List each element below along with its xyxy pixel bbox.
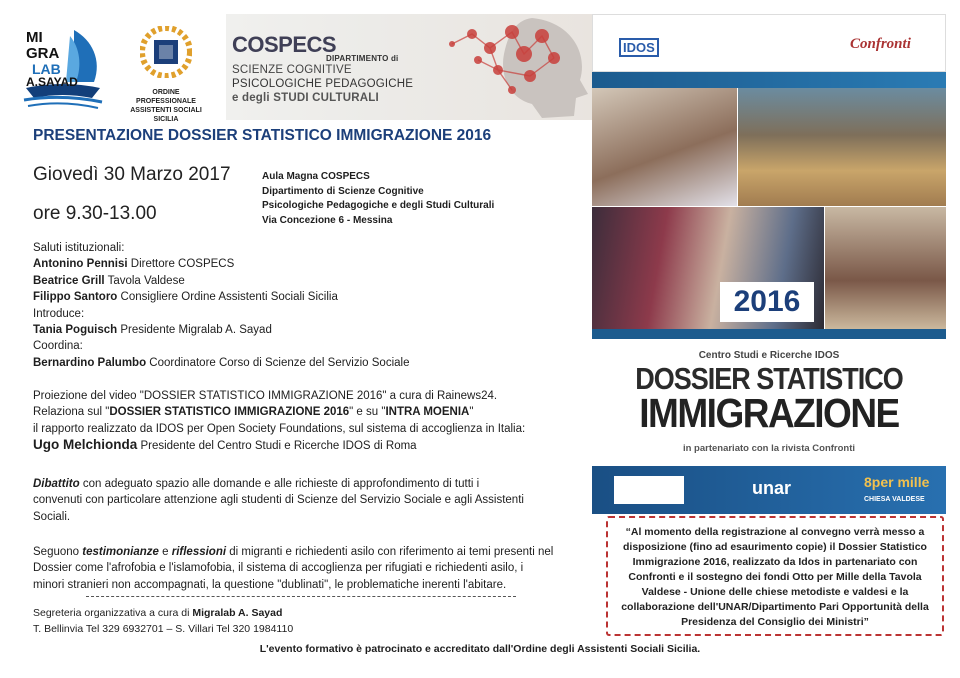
seguono-text: Dossier come l'afrofobia e l'islamofobia, il sistema di accoglienza per rifugiati e richiedenti asilo, i bbox=[33, 562, 524, 575]
cover-partner: in partenariato con la rivista Confronti bbox=[682, 443, 856, 454]
cospecs-dept-1: DIPARTIMENTO di bbox=[326, 54, 399, 63]
speaker-name: Bernardino Palumbo bbox=[33, 356, 147, 369]
text: " e su " bbox=[349, 406, 386, 419]
republic-emblem-icon bbox=[614, 476, 684, 504]
dibattito-text: Sociali. bbox=[33, 510, 71, 523]
intra-moenia-title: INTRA MOENIA bbox=[385, 406, 470, 419]
segreteria-label: Segreteria organizzativa a cura di bbox=[33, 607, 193, 619]
footer-note: L'evento formativo è patrocinato e accreditato dall'Ordine degli Assistenti Sociali Sicilia. bbox=[259, 643, 701, 655]
cover-year: 2016 bbox=[720, 282, 814, 322]
migralab-logo bbox=[22, 26, 104, 110]
unar-logo: unar bbox=[752, 478, 792, 498]
speaker-role: Presidente Migralab A. Sayad bbox=[117, 324, 272, 337]
venue-line: Aula Magna COSPECS bbox=[262, 171, 370, 182]
cover-photo-students bbox=[592, 88, 737, 206]
text: " bbox=[469, 406, 474, 419]
cover-title-line-1: DOSSIER STATISTICO bbox=[635, 362, 903, 396]
testimonianze-word: testimonianze bbox=[82, 546, 159, 558]
ordine-logo bbox=[116, 26, 216, 123]
event-venue bbox=[262, 170, 494, 228]
segreteria-contacts: T. Bellinvia Tel 329 6932701 – S. Villari Tel 320 1984110 bbox=[33, 623, 294, 635]
text: di migranti e richiedenti asilo con riferimento ai temi presenti nel bbox=[226, 546, 554, 558]
video-line-3: il rapporto realizzato da IDOS per Open Society Foundations, sul sistema di accoglienza in Italia: bbox=[33, 422, 526, 435]
introduce-label: Introduce: bbox=[33, 307, 85, 320]
speaker-role: Tavola Valdese bbox=[104, 274, 185, 287]
speaker-role: Coordinatore Corso di Scienze del Servizio Sociale bbox=[146, 356, 410, 369]
speaker-name: Filippo Santoro bbox=[33, 291, 118, 304]
cover-photo-lesson bbox=[825, 207, 946, 329]
riflessioni-word: riflessioni bbox=[171, 546, 227, 558]
cospecs-banner bbox=[226, 14, 592, 120]
cover-bar bbox=[592, 329, 946, 339]
video-line-1: Proiezione del video "DOSSIER STATISTICO IMMIGRAZIONE 2016" a cura di Rainews24. bbox=[33, 390, 498, 402]
venue-line: Via Concezione 6 - Messina bbox=[262, 214, 393, 226]
saluti-label: Saluti istituzionali: bbox=[33, 242, 125, 254]
cover-centro: Centro Studi e Ricerche IDOS bbox=[698, 350, 840, 361]
migralab-text-4: A.SAYAD bbox=[26, 75, 78, 89]
cover-photo-classroom bbox=[738, 88, 946, 206]
coordina-row bbox=[33, 355, 409, 371]
program-section bbox=[33, 240, 409, 371]
cospecs-dept-2: SCIENZE COGNITIVE bbox=[232, 64, 352, 76]
speaker-name: Beatrice Grill bbox=[33, 274, 105, 287]
divider bbox=[86, 596, 516, 597]
venue-line: Psicologiche Pedagogiche e degli Studi Culturali bbox=[262, 200, 495, 212]
introduce-row bbox=[33, 322, 409, 338]
ottopermille-logo: 8per mille bbox=[864, 474, 930, 490]
main-speaker-name: Ugo Melchionda bbox=[33, 437, 138, 453]
confronti-logo: Confronti bbox=[850, 36, 911, 52]
event-date: Giovedì 30 Marzo 2017 bbox=[33, 164, 231, 185]
cospecs-dept-3: PSICOLOGICHE PEDAGOGICHE bbox=[232, 78, 414, 90]
text: e bbox=[158, 546, 172, 558]
coordina-label: Coordina: bbox=[33, 340, 83, 353]
segreteria-section bbox=[33, 605, 293, 637]
dibattito-word: Dibattito bbox=[33, 478, 80, 490]
speaker-name: Antonino Pennisi bbox=[33, 258, 128, 271]
idos-logo: IDOS bbox=[619, 38, 659, 57]
cospecs-name: COSPECS bbox=[232, 32, 337, 57]
cover-stripe bbox=[592, 72, 946, 88]
venue-line: Dipartimento di Scienze Cognitive bbox=[262, 185, 424, 197]
migralab-text-3: LAB bbox=[32, 61, 61, 77]
speaker-row bbox=[33, 256, 409, 272]
brain-head-icon bbox=[412, 14, 592, 120]
chiesa-valdese-label: CHIESA VALDESE bbox=[864, 496, 925, 503]
dossier-title: DOSSIER STATISTICO IMMIGRAZIONE 2016 bbox=[109, 406, 350, 419]
cover-title-line-2: IMMIGRAZIONE bbox=[639, 390, 899, 436]
quote-box: “Al momento della registrazione al convegno verrà messo a disposizione (fino ad esaurimento copie) il Dossier Statistico Immigrazione 2016, realizzato da Idos in partenariato con Confronti e il sostegno dei fondi Otto per Mille della Tavola Valdese - Unione delle chiese metodiste e valdesi e la collaborazione dell'UNAR/Dipartimento Pari Opportunità della Presidenza del Consiglio dei Ministri” bbox=[606, 516, 944, 636]
text: Seguono bbox=[33, 546, 83, 558]
event-title: PRESENTAZIONE DOSSIER STATISTICO IMMIGRAZIONE 2016 bbox=[33, 127, 492, 144]
speaker-row bbox=[33, 289, 409, 305]
migralab-text-2: GRA bbox=[26, 45, 60, 62]
speaker-name: Tania Poguisch bbox=[33, 324, 118, 337]
speaker-role: Direttore COSPECS bbox=[127, 258, 235, 271]
seguono-text: minori stranieri non accompagnati, la questione "dublinati", le problematiche inerenti l'abitare. bbox=[33, 578, 507, 591]
video-section bbox=[33, 388, 525, 455]
migralab-text-1: MI bbox=[26, 29, 43, 46]
sponsor-logos-bar bbox=[592, 466, 946, 514]
main-speaker-role: Presidente del Centro Studi e Ricerche IDOS di Roma bbox=[137, 440, 417, 453]
seguono-section bbox=[33, 544, 553, 593]
dibattito-text: con adeguato spazio alle domande e alle richieste di approfondimento di tutti i bbox=[79, 478, 480, 490]
text: Relaziona sul " bbox=[33, 406, 110, 419]
cover-title bbox=[592, 364, 946, 434]
cospecs-dept-4: e degli STUDI CULTURALI bbox=[232, 92, 379, 104]
ordine-label: ORDINE PROFESSIONALE ASSISTENTI SOCIALI SICILIA bbox=[130, 89, 202, 123]
event-time: ore 9.30-13.00 bbox=[33, 203, 157, 224]
dibattito-section bbox=[33, 476, 524, 525]
video-line-2 bbox=[33, 404, 525, 420]
speaker-row bbox=[33, 273, 409, 289]
dibattito-text: convenuti con particolare attenzione agli studenti di Scienze del Servizio Sociale e agli Assistenti bbox=[33, 494, 524, 507]
speaker-role: Consigliere Ordine Assistenti Sociali Sicilia bbox=[117, 291, 338, 304]
segreteria-org: Migralab A. Sayad bbox=[192, 607, 283, 619]
